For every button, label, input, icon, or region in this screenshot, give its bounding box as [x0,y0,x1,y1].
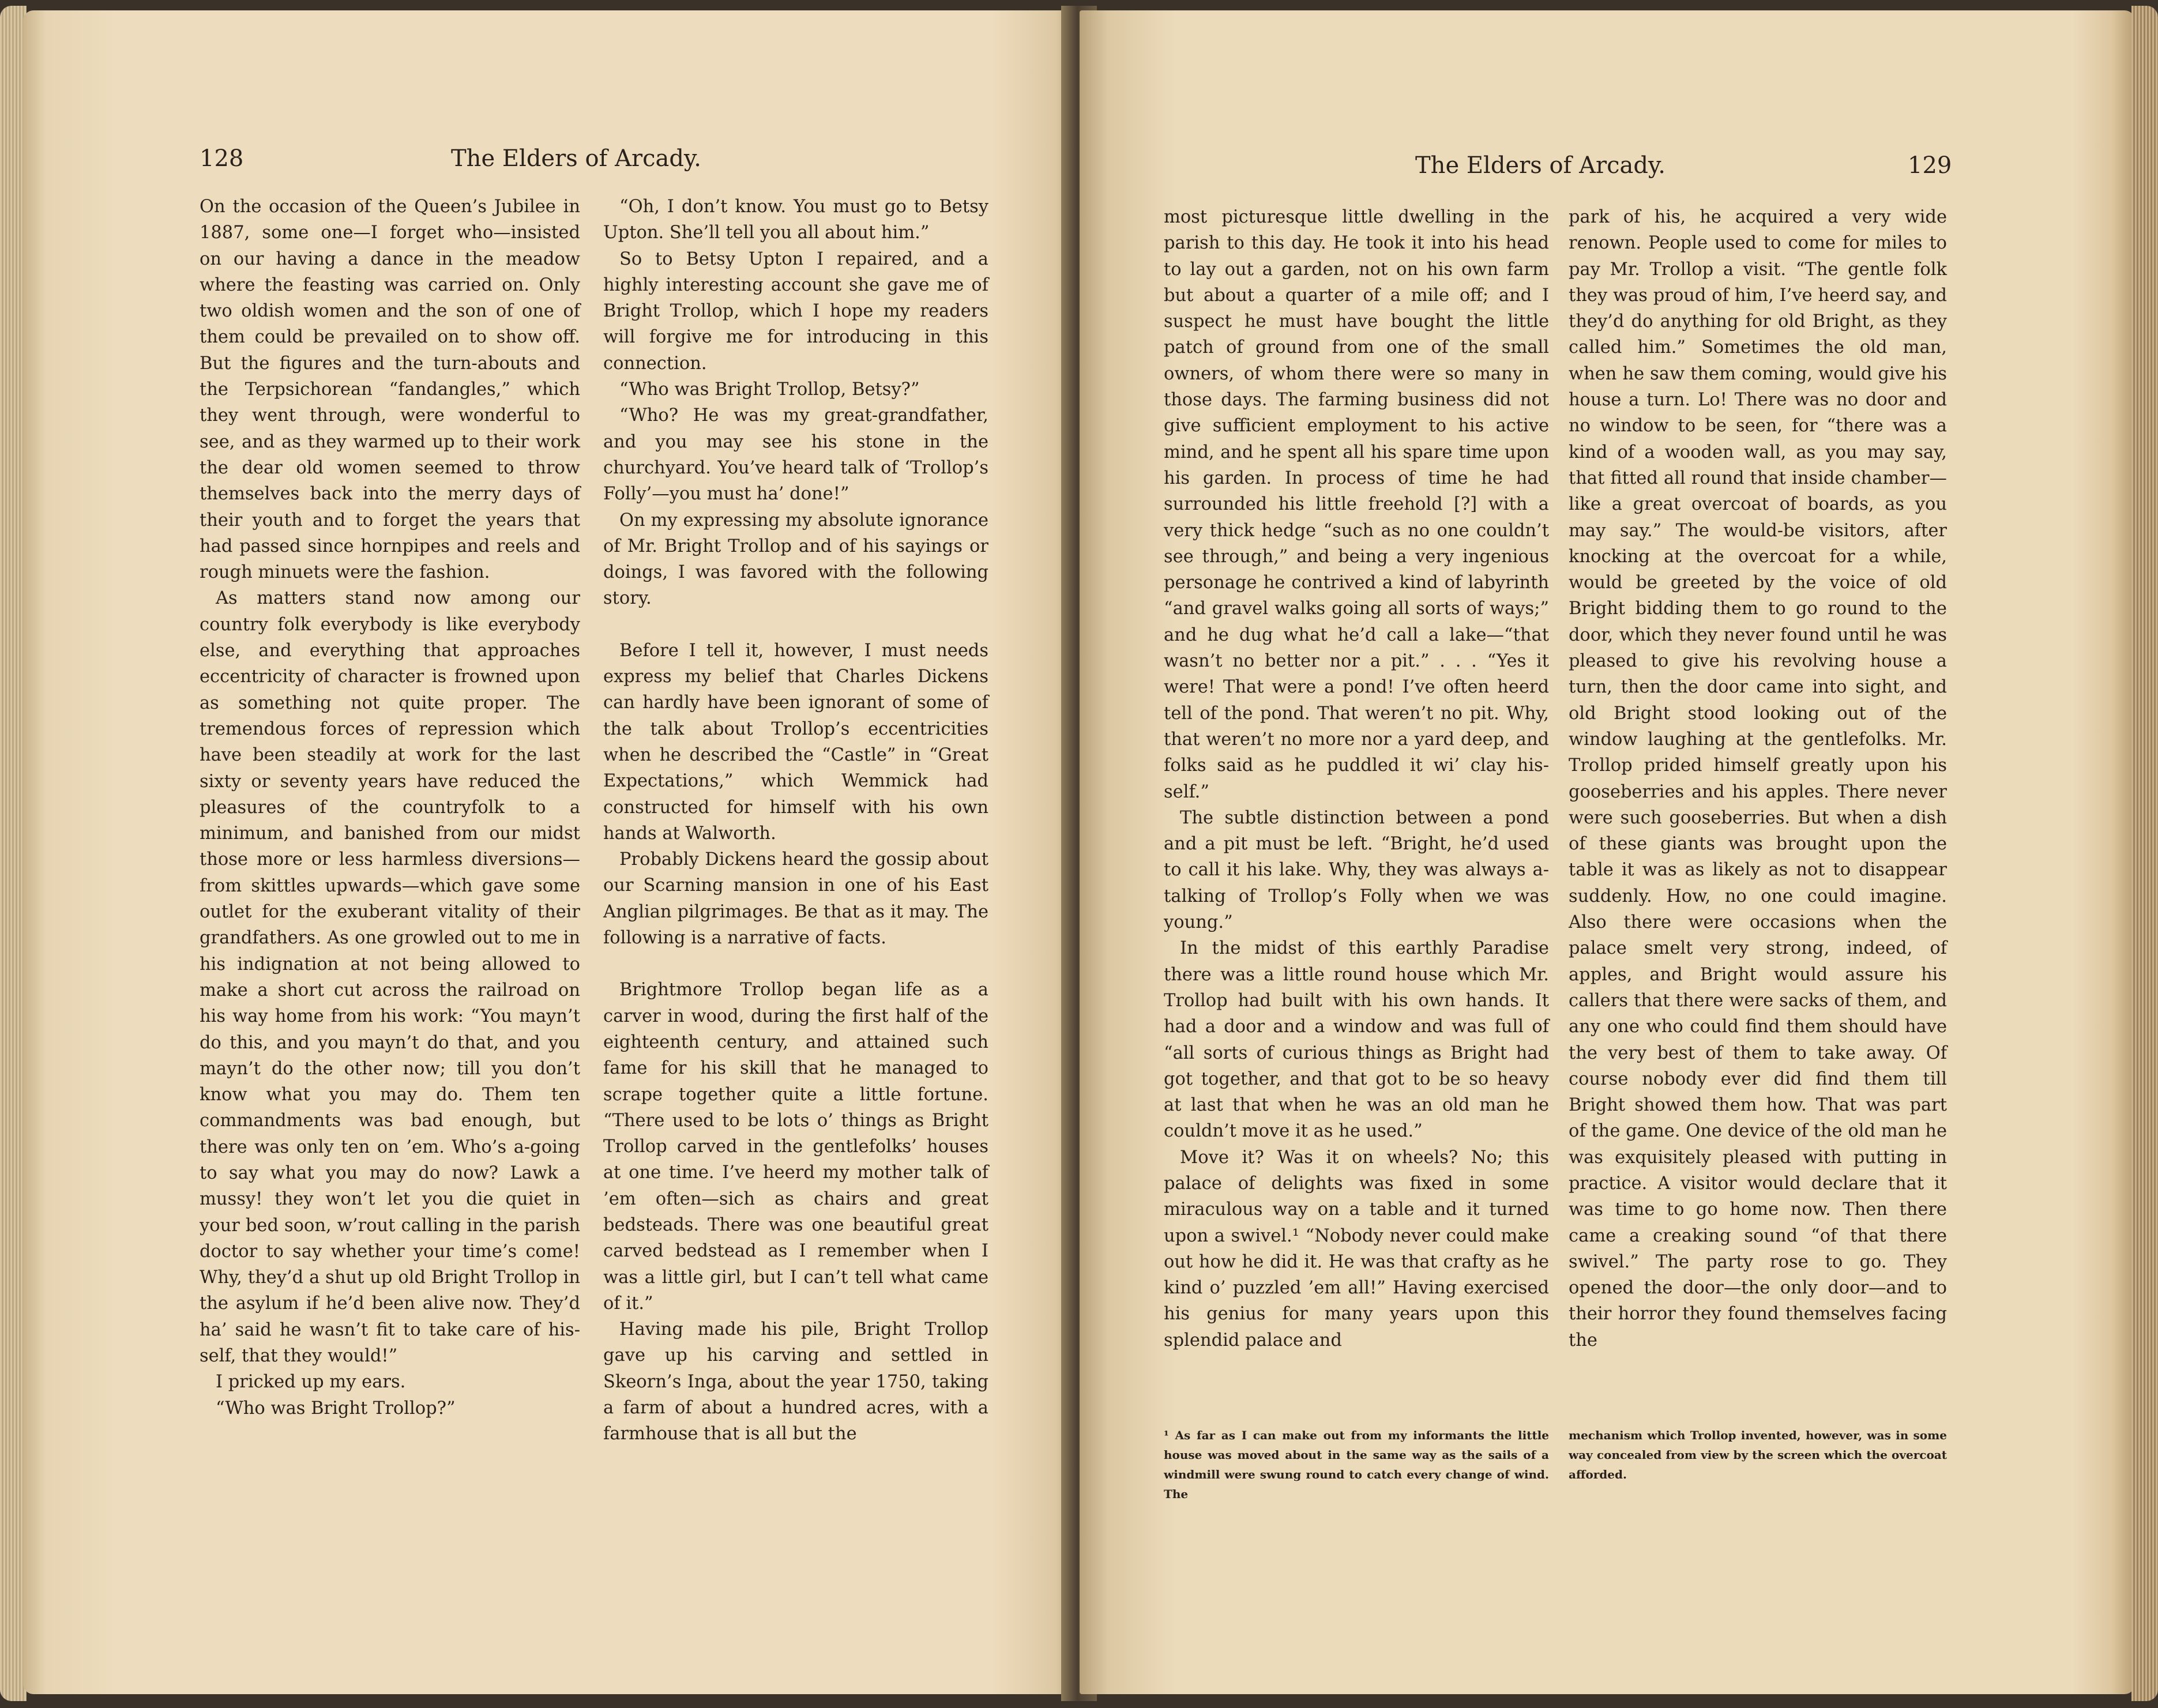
paragraph: Brightmore Trollop began life as a carver in wood, during the first half of the eighteenth century, and attained such fame for his skill that he managed to scrape together quite a little fortune. “There used to be lots o’ things as Bright Trollop carved in the gentlefolks’ houses at one time. I’ve heerd my mother talk of ’em often—sich as chairs and great bedsteads. There was one beautiful great carved bedstead as I remember when I was a little girl, but I can’t tell what came of it.” [603,980,988,1314]
section-break [603,612,988,638]
right-page-column-2 [1569,204,1947,1353]
footnote-part-2 [1569,1425,1947,1484]
paragraph: On my expressing my absolute ignorance of Mr. Bright Trollop and of his sayings or doings, I was favored with the following story. [603,510,988,609]
left-page-column-1 [200,194,580,1421]
footnote-text: ¹ As far as I can make out from my informants the little house was moved about in the same way as the sails of a windmill were swung round to catch every change of wind. The [1164,1428,1549,1501]
paragraph: As matters stand now among our country folk everybody is like everybody else, and everything that approaches eccentricity of character is frowned upon as something not quite proper. The tremendous forces of repression which have been steadily at work for the last sixty or seventy years have reduced the pleasures of the countryfolk to a minimum, and banished from our midst those more or less harmless diversions—from skittles upwards—which gave some outlet for the exuberant vitality of their grandfathers. As one growled out to me in his indignation at not being allowed to make a short cut across the railroad on his way home from his work: “You mayn’t do this, and you mayn’t do that, and you mayn’t do the other now; till you don’t know what you may do. Them ten commandments was bad enough, but there was only ten on ’em. Who’s a-going to say what you may do now? Lawk a mussy! they won’t let you die quiet in your bed soon, w’rout calling in the parish doctor to say whether your time’s come! Why, they’d a shut up old Bright Trollop in the asylum if he’d been alive now. They’d ha’ said he wasn’t fit to take care of his-self, that they would!” [200,588,580,1367]
paragraph: “Oh, I don’t know. You must go to Betsy Upton. She’ll tell you all about him.” [603,197,988,243]
footnote-part-1 [1164,1425,1549,1504]
page-edges-right [2131,6,2158,1701]
running-title-left: The Elders of Arcady. [451,145,701,172]
right-page [1080,10,2135,1694]
paragraph: On the occasion of the Queen’s Jubilee in 1887, some one—I forget who—insisted on our having a dance in the meadow where the feasting was carried on. Only two oldish women and the son of one of them could be prevailed on to show off. But the figures and the turn-abouts and the Terpsichorean “fandangles,” which they went through, were wonderful to see, and as they warmed up to their work the dear old women seemed to throw themselves back into the merry days of their youth and to forget the years that had passed since hornpipes and reels and rough minuets were the fashion. [200,197,580,583]
paragraph: most picturesque little dwelling in the parish to this day. He took it into his head to lay out a garden, not on his own farm but about a quarter of a mile off; and I suspect he must have bought the little patch of ground from one of the small owners, of whom there were so many in those days. The farming business did not give sufficient employment to his active mind, and he spent all his spare time upon his garden. In process of time he had surrounded his little freehold [?] with a very thick hedge “such as no one couldn’t see through,” and being a very ingenious personage he contrived a kind of labyrinth “and gravel walks going all sorts of ways;” and he dug what he’d call a lake—“that wasn’t no better nor a pit.” . . . “Yes it were! That were a pond! I’ve often heerd tell of the pond. That weren’t no pit. Why, that weren’t no more nor a yard deep, and folks said as he puddled it wi’ clay his-self.” [1164,207,1549,802]
section-break [603,951,988,977]
paragraph: In the midst of this earthly Paradise there was a little round house which Mr. Trollop had built with his own hands. It had a door and a window and was full of “all sorts of curious things as Bright had got together, and that got to be so heavy at last that when he was an old man he couldn’t move it as he used.” [1164,938,1549,1142]
paragraph: So to Betsy Upton I repaired, and a highly interesting account she gave me of Bright Trollop, which I hope my readers will forgive me for introducing in this connection. [603,249,988,374]
paragraph: The subtle distinction between a pond and a pit must be left. “Bright, he’d used to call it his lake. Why, they was always a-talking of Trollop’s Folly when we was young.” [1164,807,1549,933]
page-number-129: 129 [1908,152,1952,179]
paragraph: “Who? He was my great-grandfather, and you may see his stone in the churchyard. You’ve heard talk of ‘Trollop’s Folly’—you must ha’ done!” [603,405,988,505]
paragraph: Before I tell it, however, I must needs express my belief that Charles Dickens can hardly have been ignorant of some of the talk about Trollop’s eccentricities when he described the “Castle” in “Great Expectations,” which Wemmick had constructed for himself with his own hands at Walworth. [603,640,988,844]
right-page-column-1 [1164,204,1549,1353]
running-title-right: The Elders of Arcady. [1415,152,1666,179]
paragraph: Having made his pile, Bright Trollop gave up his carving and settled in Skeorn’s Inga, about the year 1750, taking a farm of about a hundred acres, with a farmhouse that is all but the [603,1319,988,1444]
paragraph: “Who was Bright Trollop?” [216,1398,456,1419]
paragraph: “Who was Bright Trollop, Betsy?” [619,379,920,400]
paragraph: I pricked up my ears. [216,1372,406,1393]
page-number-128: 128 [200,145,244,172]
left-page [23,10,1078,1694]
left-page-column-2 [603,194,988,1447]
footnote-text: mechanism which Trollop invented, however, was in some way concealed from view by the screen which the overcoat afforded. [1569,1428,1947,1481]
paragraph: Move it? Was it on wheels? No; this palace of delights was fixed in some miraculous way on a table and it turned upon a swivel.¹ “Nobody never could make out how he did it. He was that crafty as he kind o’ puzzled ’em all!” Having exercised his genius for many years upon this splendid palace and [1164,1147,1549,1350]
paragraph: park of his, he acquired a very wide renown. People used to come for miles to pay Mr. Trollop a visit. “The gentle folk they was proud of him, I’ve heerd say, and they’d do anything for old Bright, as they called him.” Sometimes the old man, when he saw them coming, would give his house a turn. Lo! There was no door and no window to be seen, for “there was a kind of a wooden wall, as you may say, that fitted all round that inside chamber—like a great overcoat of boards, as you may say.” The would-be visitors, after knocking at the overcoat for a while, would be greeted by the voice of old Bright bidding them to go round to the door, which they never found until he was pleased to give his revolving house a turn, then the door came into sight, and old Bright stood looking out of the window laughing at the gentlefolks. Mr. Trollop prided himself greatly upon his gooseberries and his apples. There never were such gooseberries. But when a dish of these giants was brought upon the table it was as likely as not to disappear suddenly. How, no one could imagine. Also there were occasions when the palace smelt very strong, indeed, of apples, and Bright would assure his callers that there were sacks of them, and any one who could find them should have the very best of them to take away. Of course nobody ever did find them till Bright showed them how. That was part of the game. One device of the old man he was exquisitely pleased with putting in practice. A visitor would declare that it was time to go home now. Then there came a creaking sound “of that there swivel.” The party rose to go. They opened the door—the only door—and to their horror they found themselves facing the [1569,207,1947,1350]
paragraph: Probably Dickens heard the gossip about our Scarning mansion in one of his East Anglian pilgrimages. Be that as it may. The following is a narrative of facts. [603,849,988,949]
